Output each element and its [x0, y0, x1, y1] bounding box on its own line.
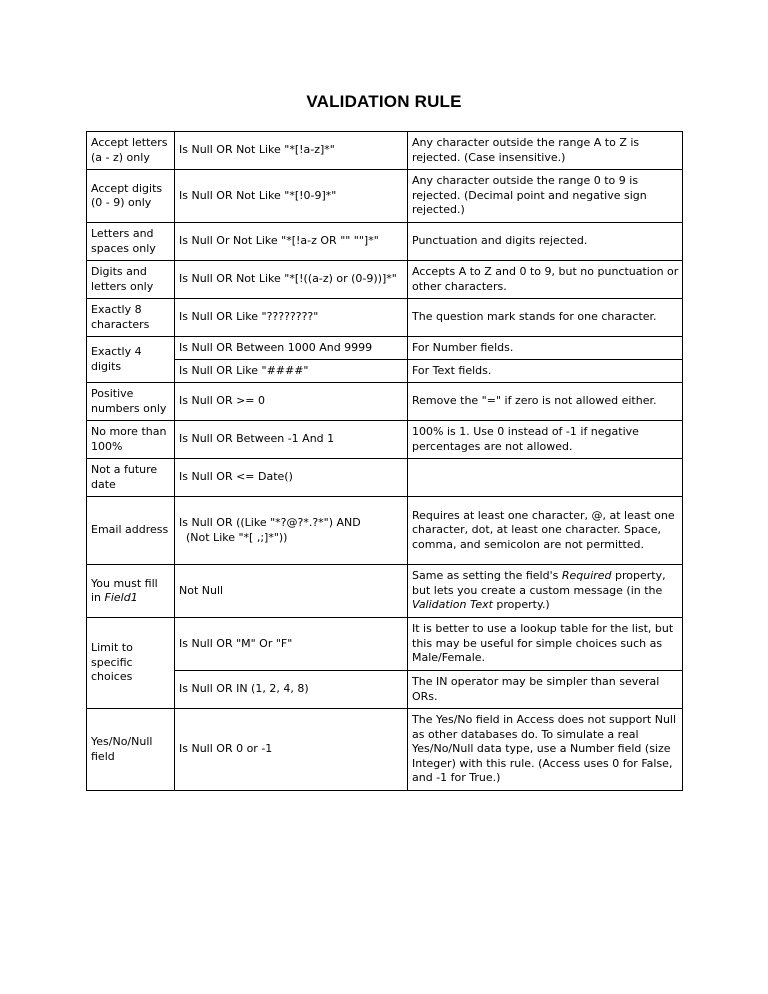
- table-row: [87, 383, 683, 421]
- table-row: [87, 565, 683, 618]
- requirement-cell: Exactly 4 digits: [87, 337, 175, 383]
- table-row: [87, 709, 683, 791]
- explanation-cell: It is better to use a lookup table for the list, but this may be useful for simple choices such as Male/Female.: [408, 618, 683, 671]
- explanation-cell: For Number fields.: [408, 337, 683, 360]
- required-property-text: Required: [561, 569, 612, 583]
- table-row: [87, 497, 683, 565]
- explanation-cell: Punctuation and digits rejected.: [408, 223, 683, 261]
- rule-cell: Is Null OR Between -1 And 1: [175, 421, 408, 459]
- rule-cell: Is Null OR Not Like "*[!((a-z) or (0-9))]*": [175, 261, 408, 299]
- requirement-cell: [87, 565, 175, 618]
- table-row: [87, 223, 683, 261]
- explanation-text: Same as setting the field's: [412, 569, 562, 583]
- explanation-cell: Remove the "=" if zero is not allowed either.: [408, 383, 683, 421]
- requirement-text: You must fill in: [91, 576, 158, 604]
- validation-rule-table: [86, 131, 683, 791]
- table-row: [87, 299, 683, 337]
- table-row: [87, 360, 683, 383]
- explanation-cell: For Text fields.: [408, 360, 683, 383]
- rule-cell: Is Null OR IN (1, 2, 4, 8): [175, 671, 408, 709]
- requirement-cell: Digits and letters only: [87, 261, 175, 299]
- validation-text-property: Validation Text: [412, 598, 493, 612]
- rule-cell: Is Null OR >= 0: [175, 383, 408, 421]
- explanation-cell: [408, 565, 683, 618]
- explanation-cell: The question mark stands for one character.: [408, 299, 683, 337]
- requirement-cell: Limit to specific choices: [87, 618, 175, 709]
- explanation-cell: Accepts A to Z and 0 to 9, but no punctuation or other characters.: [408, 261, 683, 299]
- table-row: [87, 132, 683, 170]
- rule-cell: Is Null OR Between 1000 And 9999: [175, 337, 408, 360]
- explanation-cell: The IN operator may be simpler than several ORs.: [408, 671, 683, 709]
- table-row: [87, 421, 683, 459]
- requirement-cell: Accept letters (a - z) only: [87, 132, 175, 170]
- explanation-cell: Any character outside the range 0 to 9 is rejected. (Decimal point and negative sign rejected.): [408, 170, 683, 223]
- rule-cell: Is Null OR Not Like "*[!0-9]*": [175, 170, 408, 223]
- explanation-cell: Any character outside the range A to Z is rejected. (Case insensitive.): [408, 132, 683, 170]
- table-row: [87, 671, 683, 709]
- table-row: [87, 261, 683, 299]
- page-title: VALIDATION RULE: [306, 92, 462, 111]
- rule-cell: Is Null OR ((Like "*?@?*.?*") AND (Not Like "*[ ,;]*")): [175, 497, 408, 565]
- explanation-cell: Requires at least one character, @, at least one character, dot, at least one character. Space, comma, and semicolon are not permitted.: [408, 497, 683, 565]
- explanation-cell: [408, 459, 683, 497]
- rule-cell: Is Null OR Like "####": [175, 360, 408, 383]
- requirement-cell: Exactly 8 characters: [87, 299, 175, 337]
- rule-cell: Is Null OR Not Like "*[!a-z]*": [175, 132, 408, 170]
- table-row: [87, 337, 683, 360]
- field-name-text: Field1: [104, 591, 138, 604]
- requirement-cell: Letters and spaces only: [87, 223, 175, 261]
- requirement-cell: No more than 100%: [87, 421, 175, 459]
- table-row: [87, 459, 683, 497]
- table-row: [87, 618, 683, 671]
- rule-cell: Is Null OR <= Date(): [175, 459, 408, 497]
- explanation-cell: 100% is 1. Use 0 instead of -1 if negative percentages are not allowed.: [408, 421, 683, 459]
- table-row: [87, 170, 683, 223]
- requirement-cell: Yes/No/Null field: [87, 709, 175, 791]
- requirement-cell: Positive numbers only: [87, 383, 175, 421]
- rule-cell: Is Null Or Not Like "*[!a-z OR "" ""]*": [175, 223, 408, 261]
- rule-cell: Is Null OR "M" Or "F": [175, 618, 408, 671]
- requirement-cell: Accept digits (0 - 9) only: [87, 170, 175, 223]
- explanation-text: property, but lets you create a custom message (in the: [412, 569, 666, 597]
- rule-cell: Not Null: [175, 565, 408, 618]
- requirement-cell: Not a future date: [87, 459, 175, 497]
- explanation-text: property.): [492, 598, 550, 612]
- explanation-cell: The Yes/No field in Access does not support Null as other databases do. To simulate a real Yes/No/Null data type, use a Number field (size Integer) with this rule. (Access uses 0 for False, and -1 for True.): [408, 709, 683, 791]
- rule-cell: Is Null OR Like "????????": [175, 299, 408, 337]
- requirement-cell: Email address: [87, 497, 175, 565]
- rule-cell: Is Null OR 0 or -1: [175, 709, 408, 791]
